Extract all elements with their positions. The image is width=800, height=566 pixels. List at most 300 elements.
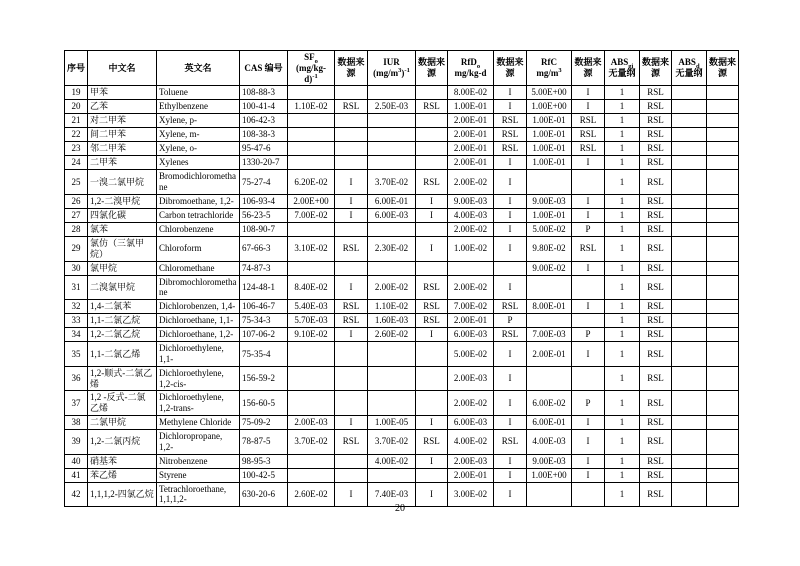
cell-rfd-source: I <box>494 391 527 416</box>
cell-rfd: 2.00E-01 <box>448 128 494 142</box>
cell-sfo <box>288 468 335 482</box>
cell-iur-source <box>416 468 448 482</box>
column-header-en-name: 英文名 <box>157 51 240 86</box>
table-row <box>65 142 739 156</box>
cell-cas: 75-09-2 <box>240 415 288 429</box>
cell-iur: 2.50E-03 <box>368 100 416 114</box>
cell-cas: 156-60-5 <box>240 391 288 416</box>
cell-absd-source <box>707 391 739 416</box>
cell-sfo-source <box>335 454 368 468</box>
cell-absd-source <box>707 208 739 222</box>
cell-cn-name: 氯甲烷 <box>88 261 157 275</box>
cell-index: 36 <box>65 366 88 391</box>
cell-cas: 106-46-7 <box>240 300 288 314</box>
column-header-absd-source: 数据来源 <box>707 51 739 86</box>
cell-sfo-source: RSL <box>335 314 368 328</box>
cell-cn-name: 苯乙烯 <box>88 468 157 482</box>
cell-index: 39 <box>65 429 88 454</box>
cell-index: 35 <box>65 342 88 367</box>
cell-absd-source <box>707 156 739 170</box>
cell-absd <box>672 429 707 454</box>
cell-index: 27 <box>65 208 88 222</box>
cell-index: 26 <box>65 194 88 208</box>
cell-absd <box>672 236 707 261</box>
table-row <box>65 222 739 236</box>
cell-absgi: 1 <box>605 222 640 236</box>
cell-rfd-source: I <box>494 194 527 208</box>
cell-absd <box>672 391 707 416</box>
cell-sfo-source <box>335 261 368 275</box>
cell-en-name: Dibromochloromethane <box>157 275 240 300</box>
cell-sfo: 2.00E-03 <box>288 415 335 429</box>
table-row <box>65 429 739 454</box>
cell-sfo <box>288 114 335 128</box>
cell-sfo: 9.10E-02 <box>288 328 335 342</box>
cell-absd <box>672 415 707 429</box>
cell-rfd: 8.00E-02 <box>448 86 494 100</box>
cell-cn-name: 1,2-二氯乙烷 <box>88 328 157 342</box>
cell-absgi: 1 <box>605 454 640 468</box>
cell-absgi: 1 <box>605 208 640 222</box>
cell-iur: 6.00E-01 <box>368 194 416 208</box>
cell-sfo <box>288 156 335 170</box>
cell-rfc: 9.00E-03 <box>527 194 572 208</box>
cell-absgi: 1 <box>605 415 640 429</box>
cell-en-name: Xylene, m- <box>157 128 240 142</box>
cell-absgi: 1 <box>605 156 640 170</box>
cell-cas: 124-48-1 <box>240 275 288 300</box>
cell-rfc-source: I <box>572 194 605 208</box>
cell-absd <box>672 156 707 170</box>
cell-absd-source <box>707 300 739 314</box>
cell-cn-name: 1,2-二溴甲烷 <box>88 194 157 208</box>
cell-cas: 630-20-6 <box>240 482 288 507</box>
cell-rfc <box>527 366 572 391</box>
cell-en-name: Dichlorobenzen, 1,4- <box>157 300 240 314</box>
table-row <box>65 314 739 328</box>
cell-cn-name: 1,1-二氯乙烯 <box>88 342 157 367</box>
cell-absd-source <box>707 275 739 300</box>
cell-index: 24 <box>65 156 88 170</box>
cell-iur: 3.70E-02 <box>368 429 416 454</box>
cell-absgi: 1 <box>605 86 640 100</box>
cell-absgi: 1 <box>605 391 640 416</box>
cell-rfc-source: I <box>572 100 605 114</box>
cell-sfo <box>288 261 335 275</box>
cell-rfc: 4.00E-03 <box>527 429 572 454</box>
cell-rfd <box>448 261 494 275</box>
cell-cn-name: 1,2-顺式-二氯乙烯 <box>88 366 157 391</box>
cell-absd-source <box>707 222 739 236</box>
cell-absd <box>672 468 707 482</box>
cell-absd <box>672 342 707 367</box>
cell-iur: 2.30E-02 <box>368 236 416 261</box>
cell-absd <box>672 222 707 236</box>
cell-rfd-source: RSL <box>494 328 527 342</box>
cell-rfc: 5.00E+00 <box>527 86 572 100</box>
table-row <box>65 300 739 314</box>
cell-cn-name: 1,1,1,2-四氯乙烷 <box>88 482 157 507</box>
cell-iur: 4.00E-02 <box>368 454 416 468</box>
cell-cas: 107-06-2 <box>240 328 288 342</box>
cell-absd-source <box>707 194 739 208</box>
cell-absd <box>672 314 707 328</box>
cell-iur-source <box>416 342 448 367</box>
cell-iur: 7.40E-03 <box>368 482 416 507</box>
cell-rfd-source: I <box>494 415 527 429</box>
cell-sfo-source <box>335 391 368 416</box>
cell-rfd-source: I <box>494 222 527 236</box>
table-header <box>65 51 739 86</box>
table-row <box>65 208 739 222</box>
cell-sfo <box>288 454 335 468</box>
cell-rfc-source: P <box>572 391 605 416</box>
cell-iur <box>368 156 416 170</box>
cell-cas: 56-23-5 <box>240 208 288 222</box>
cell-index: 19 <box>65 86 88 100</box>
cell-iur <box>368 142 416 156</box>
table-row <box>65 328 739 342</box>
cell-sfo: 7.00E-02 <box>288 208 335 222</box>
cell-iur: 1.00E-05 <box>368 415 416 429</box>
cell-absgi: 1 <box>605 328 640 342</box>
cell-rfc <box>527 314 572 328</box>
cell-absgi-source: RSL <box>640 114 672 128</box>
cell-rfc: 1.00E-01 <box>527 156 572 170</box>
cell-rfd-source: RSL <box>494 128 527 142</box>
cell-index: 42 <box>65 482 88 507</box>
cell-rfd-source: RSL <box>494 142 527 156</box>
cell-iur-source: I <box>416 415 448 429</box>
cell-rfc: 1.00E-01 <box>527 208 572 222</box>
column-header-sfo-source: 数据来源 <box>335 51 368 86</box>
cell-absgi-source: RSL <box>640 300 672 314</box>
cell-rfd-source: I <box>494 170 527 195</box>
cell-sfo-source: RSL <box>335 300 368 314</box>
cell-rfd: 2.00E-03 <box>448 454 494 468</box>
cell-absd-source <box>707 100 739 114</box>
column-header-iur-source: 数据来源 <box>416 51 448 86</box>
cell-en-name: Carbon tetrachloride <box>157 208 240 222</box>
cell-rfc-source: I <box>572 468 605 482</box>
cell-iur-source: I <box>416 482 448 507</box>
cell-cn-name: 甲苯 <box>88 86 157 100</box>
cell-rfc: 8.00E-01 <box>527 300 572 314</box>
cell-rfd-source <box>494 261 527 275</box>
cell-absgi: 1 <box>605 142 640 156</box>
table-row <box>65 100 739 114</box>
cell-rfc-source: RSL <box>572 128 605 142</box>
cell-sfo: 5.70E-03 <box>288 314 335 328</box>
cell-absgi: 1 <box>605 314 640 328</box>
cell-iur-source <box>416 391 448 416</box>
cell-rfc: 1.00E+00 <box>527 100 572 114</box>
cell-absgi-source: RSL <box>640 415 672 429</box>
cell-index: 32 <box>65 300 88 314</box>
cell-sfo <box>288 86 335 100</box>
cell-iur: 2.60E-02 <box>368 328 416 342</box>
cell-iur: 1.60E-03 <box>368 314 416 328</box>
cell-sfo: 6.20E-02 <box>288 170 335 195</box>
cell-cn-name: 1,4-二氯苯 <box>88 300 157 314</box>
cell-cas: 78-87-5 <box>240 429 288 454</box>
cell-rfd-source: RSL <box>494 300 527 314</box>
cell-rfc: 9.00E-02 <box>527 261 572 275</box>
table-row <box>65 156 739 170</box>
cell-rfc-source <box>572 275 605 300</box>
cell-iur <box>368 468 416 482</box>
cell-absd-source <box>707 86 739 100</box>
cell-sfo-source <box>335 468 368 482</box>
cell-en-name: Xylene, p- <box>157 114 240 128</box>
cell-iur-source: I <box>416 236 448 261</box>
cell-iur-source: RSL <box>416 300 448 314</box>
cell-cn-name: 邻二甲苯 <box>88 142 157 156</box>
table-row <box>65 114 739 128</box>
cell-absd-source <box>707 342 739 367</box>
cell-iur-source: I <box>416 208 448 222</box>
cell-index: 29 <box>65 236 88 261</box>
cell-en-name: Dichloroethane, 1,1- <box>157 314 240 328</box>
cell-rfc-source: RSL <box>572 142 605 156</box>
cell-cas: 98-95-3 <box>240 454 288 468</box>
cell-cas: 100-42-5 <box>240 468 288 482</box>
cell-rfc: 1.00E-01 <box>527 142 572 156</box>
cell-absd <box>672 454 707 468</box>
cell-sfo: 2.60E-02 <box>288 482 335 507</box>
cell-absgi-source: RSL <box>640 261 672 275</box>
cell-absd-source <box>707 128 739 142</box>
toxicity-table <box>64 50 739 507</box>
cell-rfd: 4.00E-02 <box>448 429 494 454</box>
cell-rfc-source: I <box>572 342 605 367</box>
cell-absgi-source: RSL <box>640 482 672 507</box>
cell-absd-source <box>707 314 739 328</box>
cell-absgi: 1 <box>605 468 640 482</box>
cell-cas: 108-90-7 <box>240 222 288 236</box>
cell-en-name: Dibromoethane, 1,2- <box>157 194 240 208</box>
cell-sfo: 5.40E-03 <box>288 300 335 314</box>
cell-absd-source <box>707 454 739 468</box>
cell-iur <box>368 342 416 367</box>
cell-sfo <box>288 222 335 236</box>
cell-en-name: Dichloroethylene, 1,2-trans- <box>157 391 240 416</box>
header-row <box>65 51 739 86</box>
cell-absd-source <box>707 366 739 391</box>
cell-absd <box>672 86 707 100</box>
cell-absgi-source: RSL <box>640 170 672 195</box>
column-header-rfd: RfD$_o$ mg/kg-d <box>448 51 494 86</box>
cell-absd <box>672 142 707 156</box>
cell-rfd: 2.00E-02 <box>448 391 494 416</box>
cell-rfd-source: RSL <box>494 114 527 128</box>
cell-iur-source <box>416 366 448 391</box>
cell-absd <box>672 328 707 342</box>
cell-index: 23 <box>65 142 88 156</box>
cell-absd <box>672 208 707 222</box>
cell-cas: 74-87-3 <box>240 261 288 275</box>
cell-cas: 75-34-3 <box>240 314 288 328</box>
cell-cn-name: 1,2-二氯丙烷 <box>88 429 157 454</box>
cell-rfc-source: I <box>572 86 605 100</box>
cell-rfc-source: I <box>572 261 605 275</box>
cell-rfd: 2.00E-01 <box>448 142 494 156</box>
cell-index: 41 <box>65 468 88 482</box>
table-row <box>65 128 739 142</box>
cell-iur <box>368 114 416 128</box>
cell-iur-source: RSL <box>416 429 448 454</box>
cell-cn-name: 四氯化碳 <box>88 208 157 222</box>
cell-sfo-source: I <box>335 415 368 429</box>
cell-iur-source <box>416 261 448 275</box>
cell-absgi: 1 <box>605 342 640 367</box>
cell-cas: 100-41-4 <box>240 100 288 114</box>
column-header-rfc: RfC $mg/m^3$ <box>527 51 572 86</box>
cell-rfd: 2.00E-01 <box>448 156 494 170</box>
cell-absgi-source: RSL <box>640 100 672 114</box>
cell-absgi: 1 <box>605 128 640 142</box>
cell-rfc-source <box>572 170 605 195</box>
cell-absd-source <box>707 170 739 195</box>
cell-absgi-source: RSL <box>640 142 672 156</box>
cell-rfd-source: I <box>494 366 527 391</box>
cell-absd-source <box>707 114 739 128</box>
cell-absd <box>672 100 707 114</box>
column-header-rfc-source: 数据来源 <box>572 51 605 86</box>
cell-rfd-source: I <box>494 468 527 482</box>
cell-absgi-source: RSL <box>640 454 672 468</box>
column-header-index: 序号 <box>65 51 88 86</box>
table-row <box>65 415 739 429</box>
cell-absgi-source: RSL <box>640 468 672 482</box>
cell-en-name: Xylene, o- <box>157 142 240 156</box>
cell-sfo-source: RSL <box>335 100 368 114</box>
cell-absgi: 1 <box>605 300 640 314</box>
cell-sfo-source <box>335 222 368 236</box>
table-row <box>65 454 739 468</box>
cell-rfc-source: I <box>572 454 605 468</box>
cell-cas: 106-42-3 <box>240 114 288 128</box>
cell-rfc-source <box>572 366 605 391</box>
cell-rfc: 1.00E-01 <box>527 114 572 128</box>
cell-absd-source <box>707 429 739 454</box>
cell-rfc-source <box>572 314 605 328</box>
cell-sfo-source <box>335 128 368 142</box>
cell-sfo-source: I <box>335 208 368 222</box>
cell-absgi: 1 <box>605 482 640 507</box>
cell-sfo <box>288 128 335 142</box>
cell-absgi-source: RSL <box>640 391 672 416</box>
cell-absgi: 1 <box>605 429 640 454</box>
cell-index: 37 <box>65 391 88 416</box>
cell-rfd: 2.00E-02 <box>448 170 494 195</box>
cell-index: 38 <box>65 415 88 429</box>
cell-sfo: 1.10E-02 <box>288 100 335 114</box>
cell-sfo-source <box>335 142 368 156</box>
cell-absgi-source: RSL <box>640 194 672 208</box>
cell-cn-name: 硝基苯 <box>88 454 157 468</box>
cell-rfd: 7.00E-02 <box>448 300 494 314</box>
cell-sfo <box>288 342 335 367</box>
cell-absgi-source: RSL <box>640 314 672 328</box>
cell-index: 34 <box>65 328 88 342</box>
cell-absgi-source: RSL <box>640 86 672 100</box>
cell-sfo: 8.40E-02 <box>288 275 335 300</box>
cell-index: 28 <box>65 222 88 236</box>
column-header-absgi-source: 数据来源 <box>640 51 672 86</box>
cell-absgi: 1 <box>605 170 640 195</box>
cell-iur: 6.00E-03 <box>368 208 416 222</box>
cell-rfc <box>527 170 572 195</box>
cell-rfc-source: I <box>572 156 605 170</box>
cell-sfo-source: I <box>335 482 368 507</box>
cell-iur-source <box>416 156 448 170</box>
cell-rfc: 9.80E-02 <box>527 236 572 261</box>
cell-rfd: 2.00E-01 <box>448 314 494 328</box>
cell-rfc-source: P <box>572 328 605 342</box>
cell-cas: 95-47-6 <box>240 142 288 156</box>
cell-iur-source: I <box>416 328 448 342</box>
cell-rfd-source: I <box>494 208 527 222</box>
column-header-rfd-source: 数据来源 <box>494 51 527 86</box>
cell-sfo-source: I <box>335 170 368 195</box>
cell-absd <box>672 114 707 128</box>
cell-cn-name: 氯仿（三氯甲烷） <box>88 236 157 261</box>
cell-rfc-source: RSL <box>572 114 605 128</box>
table-row <box>65 366 739 391</box>
cell-rfd: 2.00E-01 <box>448 468 494 482</box>
cell-absd <box>672 261 707 275</box>
cell-en-name: Xylenes <box>157 156 240 170</box>
cell-iur-source <box>416 86 448 100</box>
table-row <box>65 261 739 275</box>
cell-sfo: 2.00E+00 <box>288 194 335 208</box>
cell-absd-source <box>707 468 739 482</box>
cell-iur <box>368 128 416 142</box>
cell-cn-name: 二氯甲烷 <box>88 415 157 429</box>
cell-absgi-source: RSL <box>640 156 672 170</box>
cell-rfd-source: I <box>494 482 527 507</box>
cell-iur-source <box>416 114 448 128</box>
cell-absgi-source: RSL <box>640 328 672 342</box>
cell-rfc-source: I <box>572 415 605 429</box>
cell-cn-name: 氯苯 <box>88 222 157 236</box>
cell-sfo-source <box>335 366 368 391</box>
table-body <box>65 86 739 507</box>
cell-rfd: 4.00E-03 <box>448 208 494 222</box>
cell-rfd-source: I <box>494 100 527 114</box>
cell-absgi: 1 <box>605 194 640 208</box>
cell-rfc: 7.00E-03 <box>527 328 572 342</box>
cell-cn-name: 二甲苯 <box>88 156 157 170</box>
cell-rfd-source: I <box>494 236 527 261</box>
cell-iur <box>368 366 416 391</box>
cell-en-name: Tetrachloroethane, 1,1,1,2- <box>157 482 240 507</box>
cell-sfo <box>288 366 335 391</box>
cell-sfo: 3.70E-02 <box>288 429 335 454</box>
cell-absd <box>672 170 707 195</box>
cell-iur-source: RSL <box>416 314 448 328</box>
cell-cn-name: 对二甲苯 <box>88 114 157 128</box>
cell-absgi-source: RSL <box>640 128 672 142</box>
table-row <box>65 468 739 482</box>
cell-en-name: Toluene <box>157 86 240 100</box>
cell-en-name: Nitrobenzene <box>157 454 240 468</box>
cell-rfc-source: P <box>572 222 605 236</box>
cell-sfo-source <box>335 156 368 170</box>
cell-rfc: 6.00E-01 <box>527 415 572 429</box>
cell-rfd: 2.00E-02 <box>448 222 494 236</box>
